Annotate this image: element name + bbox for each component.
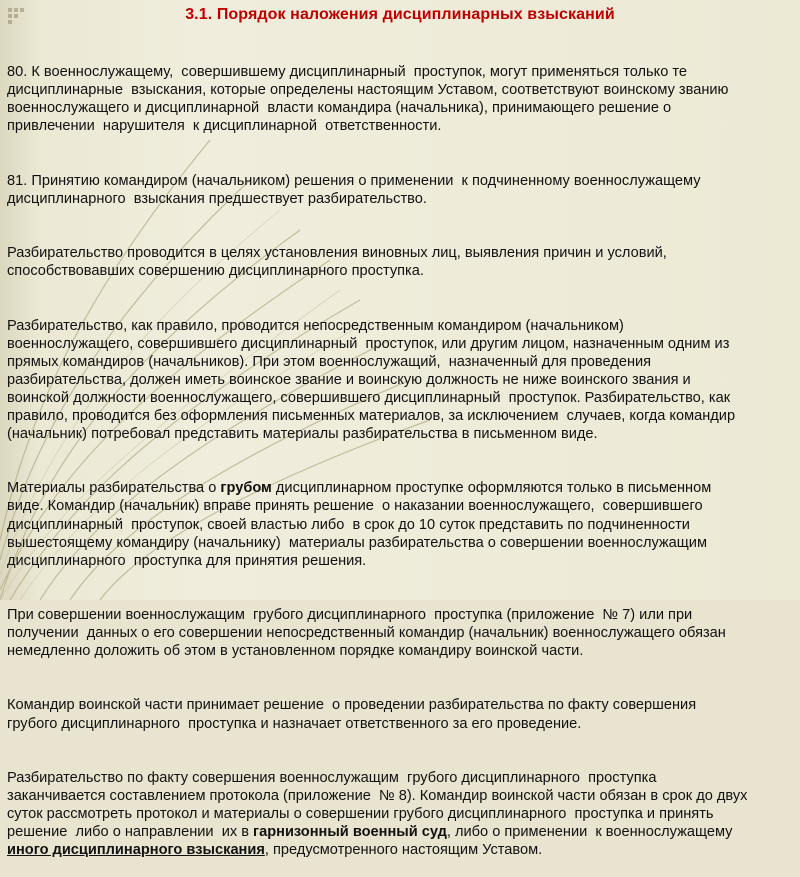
- bold-underlined-term: иного дисциплинарного взыскания: [7, 842, 265, 859]
- text-line: 80. К военнослужащему, совершившему дисциплинарный проступок, могут применяться только те: [7, 64, 688, 81]
- text-line: немедленно доложить об этом в установленном порядке командиру воинской части.: [7, 643, 584, 660]
- paragraph-purpose: [7, 244, 797, 280]
- text-line: прямых командиров (начальников). При этом военнослужащий, назначенный для проведения: [7, 353, 652, 370]
- slide-body: [7, 27, 797, 877]
- text-segment: решение либо о направлении их в: [7, 824, 254, 841]
- text-line: дисциплинарного взыскания предшествует разбирательство.: [7, 190, 427, 207]
- text-segment: , предусмотренного настоящим Уставом.: [264, 842, 543, 859]
- text-line: дисциплинарный проступок, своей властью либо в срок до 10 суток представить по подчиненности: [7, 516, 690, 533]
- text-line: привлечении нарушителя к дисциплинарной ответственности.: [7, 118, 442, 135]
- text-segment: , либо о применении к военнослужащему: [446, 824, 733, 841]
- text-line: воинской должности военнослужащего, совершившего дисциплинарный проступок. Разбирательство, как: [7, 389, 731, 406]
- text-line: способствовавших совершению дисциплинарного проступка.: [7, 263, 424, 280]
- text-line: дисциплинарные взыскания, которые определены настоящим Уставом, соответствуют воинскому званию: [7, 82, 729, 99]
- bold-term: грубом: [220, 480, 272, 497]
- text-line: (начальник) потребовал представить материалы разбирательства в письменном виде.: [7, 426, 598, 443]
- text-line: Разбирательство, как правило, проводится непосредственным командиром (начальником): [7, 317, 624, 334]
- text-line: военнослужащего и дисциплинарной власти командира (начальника), принимающего решение о: [7, 100, 672, 117]
- paragraph-unit-commander: [7, 696, 797, 732]
- slide-title: 3.1. Порядок наложения дисциплинарных взысканий: [185, 6, 615, 23]
- paragraph-appendix-7: [7, 606, 797, 660]
- paragraph-81: [7, 172, 797, 208]
- text-line: При совершении военнослужащим грубого дисциплинарного проступка (приложение № 7) или при: [7, 607, 693, 623]
- text-line: военнослужащего, совершившего дисциплинарный проступок, или другим лицом, назначенным одним из: [7, 335, 730, 352]
- bold-term: гарнизонный военный суд: [253, 824, 447, 841]
- paragraph-protocol: [7, 769, 797, 859]
- text-segment: Материалы разбирательства о: [7, 480, 221, 497]
- text-line: грубого дисциплинарного проступка и назначает ответственного за его проведение.: [7, 715, 582, 732]
- paragraph-80: [7, 63, 797, 135]
- text-line: виде. Командир (начальник) вправе принять решение о наказании военнослужащего, совершившего: [7, 498, 703, 515]
- text-line: получении данных о его совершении непосредственный командир (начальник) военнослужащего обязан: [7, 625, 726, 642]
- paragraph-procedure: [7, 317, 797, 444]
- text-line: вышестоящему командиру (начальнику) материалы разбирательства о совершении военнослужащим: [7, 534, 707, 551]
- paragraph-gross-materials: [7, 479, 797, 569]
- text-line: Разбирательство по факту совершения военнослужащим грубого дисциплинарного проступка: [7, 769, 657, 786]
- text-line: разбирательства, должен иметь воинское звание и воинскую должность не ниже воинского звания и: [7, 371, 691, 388]
- text-line: дисциплинарного проступка для принятия решения.: [7, 552, 367, 569]
- text-segment: дисциплинарном проступке оформляются только в письменном: [271, 480, 712, 497]
- text-line: правило, проводится без оформления письменных материалов, за исключением случаев, когда командир: [7, 407, 736, 424]
- text-line: 81. Принятию командиром (начальником) решения о применении к подчиненному военнослужащему: [7, 172, 701, 189]
- text-line: Разбирательство проводится в целях установления виновных лиц, выявления причин и условий,: [7, 245, 667, 262]
- text-line: заканчивается составлением протокола (приложение № 8). Командир воинской части обязан в срок до двух: [7, 787, 748, 804]
- text-line: Командир воинской части принимает решение о проведении разбирательства по факту совершения: [7, 697, 697, 714]
- text-line: суток рассмотреть протокол и материалы о совершении грубого дисциплинарного проступка и принять: [7, 806, 714, 823]
